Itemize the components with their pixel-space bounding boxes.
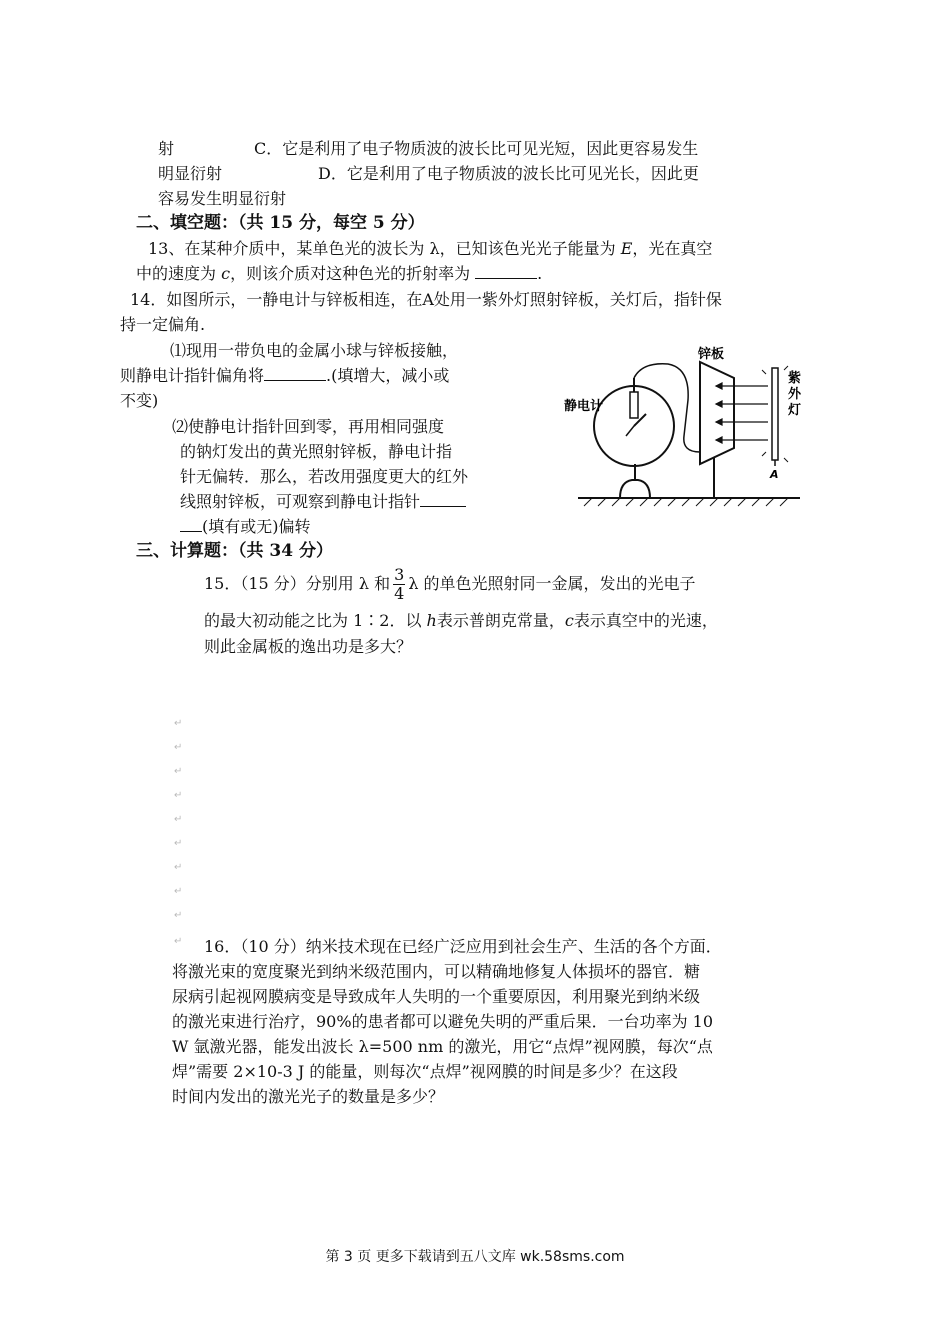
q14-part2-line4 <box>180 491 466 513</box>
option-c-line: 射 C．它是利用了电子物质波的波长比可见光短，因此更容易发生 <box>158 139 699 158</box>
paragraph-mark-icon: ↵ <box>174 742 183 753</box>
q13-answer-blank[interactable] <box>475 264 537 279</box>
q15-var-c: c <box>564 611 574 630</box>
electroscope-rod <box>630 392 638 418</box>
q15-var-h: h <box>426 611 437 630</box>
paragraph-mark-icon: ↵ <box>174 862 183 873</box>
fraction-numerator: 3 <box>394 565 405 584</box>
q15-text-a: 15．（15 分）分别用 λ 和 <box>204 574 391 593</box>
q14-part2-text-a: 线照射锌板，可观察到静电计指针 <box>180 492 421 511</box>
label-zinc-plate: 锌板 <box>698 347 725 362</box>
zinc-plate <box>700 362 734 464</box>
q14-part2-line1: ⑵使静电计指针回到零，再用相同强度 <box>172 417 445 436</box>
fraction-three-quarters <box>393 566 405 603</box>
paragraph-mark-icon: ↵ <box>174 718 183 729</box>
q14-part2-answer-blank-b[interactable] <box>180 517 202 532</box>
paragraph-mark-icon: ↵ <box>174 886 183 897</box>
electroscope-figure <box>550 340 830 510</box>
paragraph-mark-icon: ↵ <box>174 766 183 777</box>
q14-part1-answer-blank[interactable] <box>264 366 326 381</box>
question-13-line2 <box>136 263 542 285</box>
section-fill-in-heading: 二、填空题：（共 15 分，每空 5 分） <box>136 213 425 233</box>
q14-part1-line3: 不变) <box>120 391 159 410</box>
electroscope-base <box>620 480 650 498</box>
q15-text-b: λ 的单色光照射同一金属，发出的光电子 <box>408 574 696 593</box>
question-13-line1 <box>148 238 712 260</box>
option-d-line-end: 容易发生明显衍射 <box>158 189 287 208</box>
q14-part1-line2 <box>120 365 449 387</box>
section-calculation-heading: 三、计算题：（共 34 分） <box>136 541 333 561</box>
paragraph-mark-icon: ↵ <box>174 838 183 849</box>
question-14-line1: 14．如图所示，一静电计与锌板相连，在A处用一紫外灯照射锌板，关灯后，指针保 <box>130 290 722 309</box>
ground-hatch <box>584 498 788 506</box>
q14-part2-text-b: (填有或无)偏转 <box>202 517 311 536</box>
question-16-line5: W 氩激光器，能发出波长 λ=500 nm 的激光，用它“点焊”视网膜，每次“点 <box>172 1037 713 1056</box>
label-point-a: A <box>770 468 779 481</box>
q15-text-c: 的最大初动能之比为 1∶2．以 <box>204 611 427 630</box>
question-16-line7: 时间内发出的激光光子的数量是多少？ <box>172 1087 445 1106</box>
q13-text-a: 13、在某种介质中，某单色光的波长为 λ，已知该色光光子能量为 <box>148 239 621 258</box>
q14-part1-text-a: 则静电计指针偏角将 <box>120 366 265 385</box>
label-uv-3: 灯 <box>788 403 802 418</box>
paragraph-mark-icon: ↵ <box>174 814 183 825</box>
fraction-denominator: 4 <box>394 584 405 603</box>
option-d-line: 明显衍射 D．它是利用了电子物质波的波长比可见光长，因此更 <box>158 164 699 183</box>
uv-lamp <box>772 368 778 460</box>
q13-var-c: c <box>221 264 231 283</box>
question-15-line2 <box>204 610 718 632</box>
label-uv-1: 紫 <box>788 371 802 386</box>
q14-part2-line3: 针无偏转．那么，若改用强度更大的红外 <box>180 467 469 486</box>
question-15-line1 <box>204 562 696 606</box>
question-16-line6: 焊”需要 2×10-3 J 的能量，则每次“点焊”视网膜的时间是多少？在这段 <box>172 1062 678 1081</box>
q13-text-c: 中的速度为 <box>136 264 222 283</box>
question-16-line2: 将激光束的宽度聚光到纳米级范围内，可以精确地修复人体损坏的器官．糖 <box>172 962 701 981</box>
q14-part1-line1: ⑴现用一带负电的金属小球与锌板接触， <box>170 341 459 360</box>
q13-text-b: ，光在真空 <box>632 239 713 258</box>
q15-text-e: 表示真空中的光速， <box>573 611 718 630</box>
question-16-line1: 16．（10 分）纳米技术现在已经广泛应用到社会生产、生活的各个方面． <box>204 937 722 956</box>
q13-text-end: . <box>537 264 543 283</box>
q13-text-d: ，则该介质对这种色光的折射率为 <box>230 264 476 283</box>
question-16-line4: 的激光束进行治疗，90%的患者都可以避免失明的严重后果．一台功率为 10 <box>172 1012 714 1031</box>
q14-part1-text-b: .(填增大，减小或 <box>326 366 450 385</box>
page-footer: 第 3 页 更多下载请到五八文库 wk.58sms.com <box>325 1249 625 1265</box>
question-14-line2: 持一定偏角. <box>120 315 206 334</box>
question-16-line3: 尿病引起视网膜病变是导致成年人失明的一个重要原因，利用聚光到纳米级 <box>172 987 701 1006</box>
label-uv-2: 外 <box>788 387 802 402</box>
q14-part2-line2: 的钠灯发出的黄光照射锌板，静电计指 <box>180 442 453 461</box>
label-electroscope: 静电计 <box>564 399 604 414</box>
q13-var-e: E <box>620 239 633 258</box>
q14-part2-line5 <box>180 516 311 538</box>
q14-part2-answer-blank-a[interactable] <box>420 492 466 507</box>
paragraph-mark-icon: ↵ <box>174 936 183 947</box>
paragraph-mark-icon: ↵ <box>174 910 183 921</box>
paragraph-mark-icon: ↵ <box>174 790 183 801</box>
question-15-line3: 则此金属板的逸出功是多大？ <box>204 637 413 656</box>
q15-text-d: 表示普朗克常量， <box>436 611 565 630</box>
